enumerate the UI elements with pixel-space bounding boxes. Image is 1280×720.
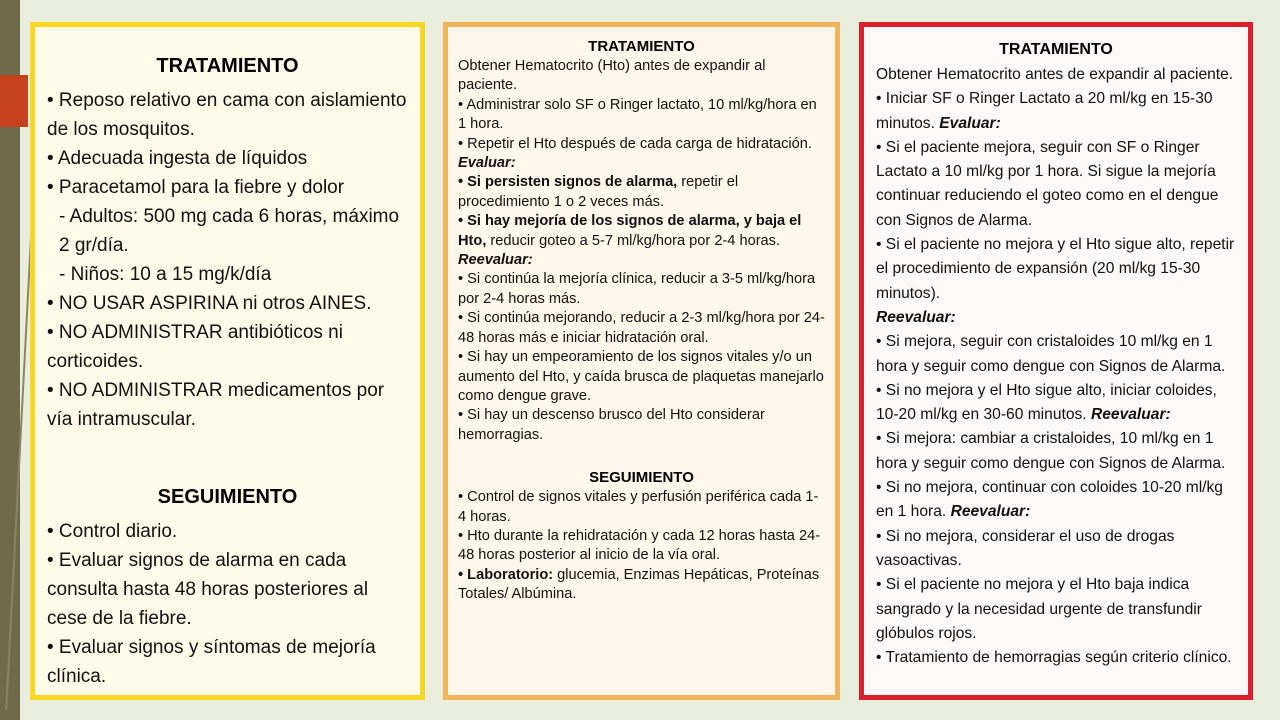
panel3-title: TRATAMIENTO [999, 41, 1113, 58]
panel3-line: • Si mejora: cambiar a cristaloides, 10 ml/kg en 1 hora y seguir como dengue con Signos de Alarma. [876, 430, 1226, 472]
panel1-title: TRATAMIENTO [156, 55, 299, 77]
panel2-line: • Repetir el Hto después de cada carga de hidratación. [458, 135, 812, 152]
panel3-line-text: • Si no mejora, continuar con coloides 10-20 ml/kg en 1 hora. [876, 479, 1223, 521]
panel1-sub-item: - Niños: 10 a 15 mg/k/día [59, 264, 272, 285]
panel1-follow-item: • Evaluar signos de alarma en cada consulta hasta 48 horas posteriores al cese de la fiebre. [47, 550, 369, 629]
panel2-follow-line: • Control de signos vitales y perfusión periférica cada 1-4 horas. [458, 489, 819, 525]
panel3-reevaluar: Reevaluar: [1090, 406, 1171, 424]
panel3-line: • Si el paciente no mejora y el Hto baja indica sangrado y la necesidad urgente de transfundir glóbulos rojos. [876, 576, 1202, 642]
panel2-reevaluar: Reevaluar: [458, 252, 533, 269]
panel2-follow-text: glucemia, Enzimas Hepáticas, Proteínas Totales/ Albúmina. [458, 566, 820, 603]
panel3-reevaluar: Reevaluar: [876, 308, 956, 326]
panel2-line: • Si hay un descenso brusco del Hto considerar hemorragias. [458, 407, 765, 443]
panel1-item: • NO USAR ASPIRINA ni otros AINES. [47, 293, 372, 314]
panel2-line: • Si continúa mejorando, reducir a 2-3 ml/kg/hora por 24-48 horas más e iniciar hidratación oral. [458, 310, 825, 346]
panel2-line [458, 173, 825, 212]
panel1-follow-title: SEGUIMIENTO [157, 486, 298, 508]
panel1-follow-item: • Evaluar signos y síntomas de mejoría clínica. [47, 637, 376, 687]
panel1-item: • NO ADMINISTRAR antibióticos ni corticoides. [47, 322, 343, 372]
panel3-line: • Si no mejora, considerar el uso de drogas vasoactivas. [876, 527, 1175, 569]
panel2-line: • Si continúa la mejoría clínica, reducir a 3-5 ml/kg/hora por 2-4 horas más. [458, 271, 816, 307]
panel-dengue-con-signos [443, 22, 840, 700]
panel3-line: • Si el paciente no mejora y el Hto sigue alto, repetir el procedimiento de expansión (20 ml/kg 15-30 minutos). [876, 236, 1235, 302]
panel3-reevaluar: Reevaluar: [950, 503, 1031, 521]
panel2-follow-line: • Hto durante la rehidratación y cada 12 horas hasta 24-48 horas posterior al inicio de la vía oral. [458, 527, 821, 564]
panel3-line-text: • Si no mejora y el Hto sigue alto, iniciar coloides, 10-20 ml/kg en 30-60 minutos. [876, 381, 1217, 424]
panel3-evaluar: Evaluar: [939, 114, 1001, 132]
panel2-follow-bold: • Laboratorio: [458, 566, 554, 583]
panel1-sub-item: - Adultos: 500 mg cada 6 horas, máximo 2 gr/día. [59, 206, 400, 256]
panel2-line: • Si hay un empeoramiento de los signos vitales y/o un aumento del Hto, y caída brusca de plaquetas manejarlo como dengue grave. [458, 349, 824, 404]
panel3-line [876, 379, 1236, 428]
panel2-line: • Administrar solo SF o Ringer lactato, 10 ml/kg/hora en 1 hora. [458, 96, 817, 133]
slide-accent-block [0, 75, 28, 127]
panel2-evaluar: Evaluar: [458, 155, 516, 172]
panel1-follow-item: • Control diario. [47, 521, 178, 542]
panel-dengue-grave [859, 22, 1253, 700]
panel2-line: Obtener Hematocrito (Hto) antes de expandir al paciente. [458, 58, 766, 94]
panel1-item: • NO ADMINISTRAR medicamentos por vía intramuscular. [47, 380, 385, 430]
panel3-line [876, 87, 1236, 136]
panel1-item: • Adecuada ingesta de líquidos [47, 148, 308, 169]
panel3-line: • Si mejora, seguir con cristaloides 10 ml/kg en 1 hora y seguir como dengue con Signos de Alarma. [876, 333, 1226, 375]
panel3-line: Obtener Hematocrito antes de expandir al paciente. [876, 66, 1234, 83]
panel2-title: TRATAMIENTO [588, 38, 695, 55]
panel2-line-bold: • Si hay mejoría de los signos de alarma, y baja el Hto, [458, 213, 802, 249]
panel2-line [458, 212, 825, 270]
panel2-line-bold: • Si persisten signos de alarma, [458, 174, 678, 191]
panel2-follow-line [458, 566, 825, 605]
panel2-line-text: repetir el procedimiento 1 o 2 veces más. [458, 174, 739, 210]
panel1-item: • Paracetamol para la fiebre y dolor [47, 177, 345, 198]
panel3-line: • Si el paciente mejora, seguir con SF o Ringer Lactato a 10 ml/kg por 1 hora. Si sigue la mejoría continuar reduciendo el goteo como en el dengue con Signos de Alarma. [876, 138, 1219, 229]
panel-dengue-sin-signos [30, 22, 425, 700]
panel3-line-text: • Iniciar SF o Ringer Lactato a 20 ml/kg en 15-30 minutos. [876, 90, 1213, 132]
panel1-item: • Reposo relativo en cama con aislamiento de los mosquitos. [47, 90, 407, 140]
panel2-line-text: reducir goteo a 5-7 ml/kg/hora por 2-4 horas. [486, 232, 781, 249]
panel2-follow-title: SEGUIMIENTO [589, 469, 694, 487]
panel3-line [876, 476, 1236, 525]
panel3-line: • Tratamiento de hemorragias según criterio clínico. [876, 649, 1232, 667]
